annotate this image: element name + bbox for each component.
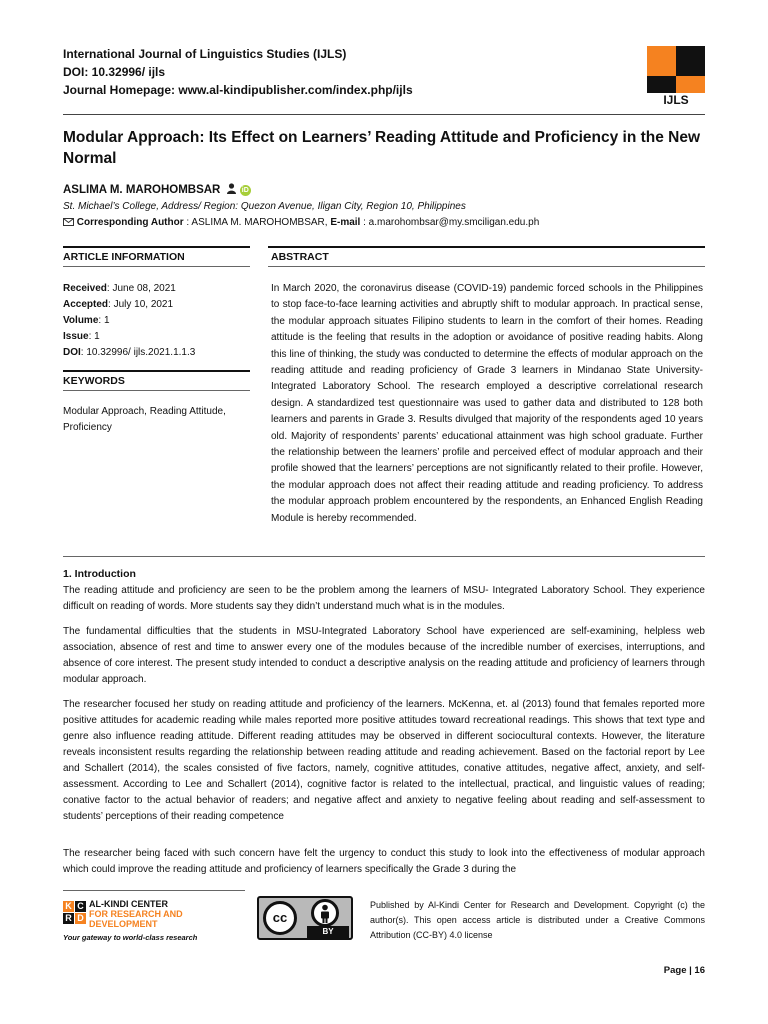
envelope-icon xyxy=(63,217,77,228)
cc-by-label: BY xyxy=(307,926,349,938)
accepted-label: Accepted xyxy=(63,299,109,310)
kcrd-line-2: FOR RESEARCH AND xyxy=(89,909,183,919)
article-info-heading: ARTICLE INFORMATION xyxy=(63,251,185,263)
volume-label: Volume xyxy=(63,315,99,326)
accepted-value: : July 10, 2021 xyxy=(108,299,174,310)
orcid-icon[interactable]: iD xyxy=(241,186,249,194)
keywords-rule-top xyxy=(63,370,250,372)
kcrd-letter-c: C xyxy=(75,901,86,912)
attribution-person-icon xyxy=(311,899,339,927)
received-label: Received xyxy=(63,283,107,294)
journal-name: International Journal of Linguistics Studies (IJLS) xyxy=(63,47,347,61)
intro-paragraph-1: The reading attitude and proficiency are seen to be the problem among the learners of MSU- Integrated Laboratory School. They experience difficult on reading of words. More students say they didn’t understand much what is in the modules. xyxy=(63,585,705,612)
intro-paragraph-4: The researcher being faced with such concern have felt the urgency to conduct this study to look into the effectiveness of modular approach which could improve the reading attitude and proficiency of learners specifically the Grade 3 during the xyxy=(63,848,705,875)
article-title: Modular Approach: Its Effect on Learners’ Reading Attitude and Proficiency in the New Normal xyxy=(63,129,701,167)
email-label: E-mail xyxy=(330,217,361,228)
abstract-rule-top xyxy=(268,246,705,248)
journal-homepage[interactable]: Journal Homepage: www.al-kindipublisher.com/index.php/ijls xyxy=(63,83,413,97)
issue-label: Issue xyxy=(63,331,89,342)
corr-label: Corresponding Author xyxy=(76,217,184,228)
abstract-rule-bottom xyxy=(268,266,705,267)
kcrd-name xyxy=(89,899,183,929)
abstract-text: In March 2020, the coronavirus disease (COVID-19) pandemic forced schools in the Philippines to stop face-to-face learning activities and abruptly shift to modular approach. In practical sense, the modular approach situates Filipino students to learn in the comfort of their homes. Reading attitude is the feeling that results in the adoption or avoidance of positive reading habits. Along this line of thinking, the study was conducted to determine the effects of modular approach on the reading attitude and reading proficiency of Grade 3 learners in Mindanao State University- Integrated Laboratory School. The research employed a descriptive correlational research design. A standardized test questionnaire was used to gather data and distributed to 128 both learners and parents in Grade 3. Results divulged that majority of the respondents aged 10 years old. Majority of respondents’ parents’ educational attainment was high school graduate. Further the relationship between the learners’ profile and perceived effect of modular approach and their profile showed that the learners’ perceptions are not significantly related to their profile. However, the modular approach does not affect their reading attitude and reading proficiency. To address the modular approach problem encountered by the respondents, an Enhanced English Reading Module is hereby recommended. xyxy=(271,283,703,524)
kcrd-line-1: AL-KINDI CENTER xyxy=(89,899,168,909)
doi-value[interactable]: : 10.32996/ ijls.2021.1.1.3 xyxy=(80,347,196,358)
article-info-rule-bottom xyxy=(63,266,250,267)
al-kindi-logo xyxy=(63,899,243,945)
ijls-logo-text: IJLS xyxy=(647,93,705,107)
keywords-text: Modular Approach, Reading Attitude, Proficiency xyxy=(63,406,226,433)
author-affiliation: St. Michael’s College, Address/ Region: Quezon Avenue, Iligan City, Region 10, Philippines xyxy=(63,201,466,212)
corr-email[interactable]: : a.marohombsar@my.smciligan.edu.ph xyxy=(363,217,540,228)
kcrd-tagline: Your gateway to world-class research xyxy=(63,933,198,942)
intro-paragraph-3: The researcher focused her study on reading attitude and proficiency of the learners. McKenna, et. al (2013) found that females reported more positive attitudes for academic reading while males reported more positive attitudes toward recreational readings. This shows that text type and genre also influence reading attitude. Different reading attitudes may be observed in different sociocultural contexts. However, the literature reveals inconsistent results regarding the relationship between reading attitude and reading achievement. Based on the factorial report by Lee and Schallert (2014), the scales consisted of five factors, namely, cognitive attitudes, conative attitudes, negative affect, anxiety, and self-assessment. According to Lee and Schallert (2014), cognitive factor is related to the intellectual, practical, and linguistic values of reading; conative factor to the actual behavior of readers; and negative affect and anxiety to negative feeling about reading and self-assessment to students’ perceptions of their reading competence xyxy=(63,699,705,822)
logo-square-black-tr xyxy=(676,46,705,76)
person-icon[interactable] xyxy=(227,183,236,197)
journal-header xyxy=(63,45,623,99)
journal-doi: DOI: 10.32996/ ijls xyxy=(63,65,166,79)
doi-label: DOI xyxy=(63,347,81,358)
header-rule xyxy=(63,114,705,115)
author-line xyxy=(63,183,251,197)
keywords-heading: KEYWORDS xyxy=(63,375,125,387)
introduction-heading: 1. Introduction xyxy=(63,568,136,580)
volume-value: : 1 xyxy=(98,315,110,326)
kcrd-letter-k: K xyxy=(63,901,74,912)
kcrd-line-3: DEVELOPMENT xyxy=(89,919,158,929)
kcrd-letter-d: D xyxy=(75,913,86,924)
footer-rule xyxy=(63,890,245,891)
abstract-end-rule xyxy=(63,556,705,557)
received-value: : June 08, 2021 xyxy=(106,283,176,294)
publication-notice: Published by Al-Kindi Center for Research and Development. Copyright (c) the author(s). This open access article is distributed under a Creative Commons Attribution (CC-BY) 4.0 license xyxy=(370,900,705,940)
issue-value: : 1 xyxy=(88,331,100,342)
intro-paragraph-2: The fundamental difficulties that the students in MSU-Integrated Laboratory School have experienced are self-examining, helpless web association, absence of rest and time to answer every one of the modules because of the incredible number of exercises, interruptions, and absence of core interest. The present study intended to conduct a descriptive analysis on the reading attitude and proficiency of learners through modular approach. xyxy=(63,626,705,685)
cc-by-license-badge[interactable] xyxy=(257,896,353,940)
logo-square-orange-tl xyxy=(647,46,676,76)
article-info xyxy=(63,281,195,361)
author-name: ASLIMA M. MAROHOMBSAR xyxy=(63,184,221,197)
abstract-heading: ABSTRACT xyxy=(271,251,329,263)
article-info-rule-top xyxy=(63,246,250,248)
page-number: Page | 16 xyxy=(663,965,705,976)
cc-icon: cc xyxy=(263,901,297,935)
corresponding-author xyxy=(63,217,539,228)
corr-name: : ASLIMA M. MAROHOMBSAR, xyxy=(186,217,328,228)
kcrd-letter-r: R xyxy=(63,913,74,924)
keywords-rule-bottom xyxy=(63,390,250,391)
